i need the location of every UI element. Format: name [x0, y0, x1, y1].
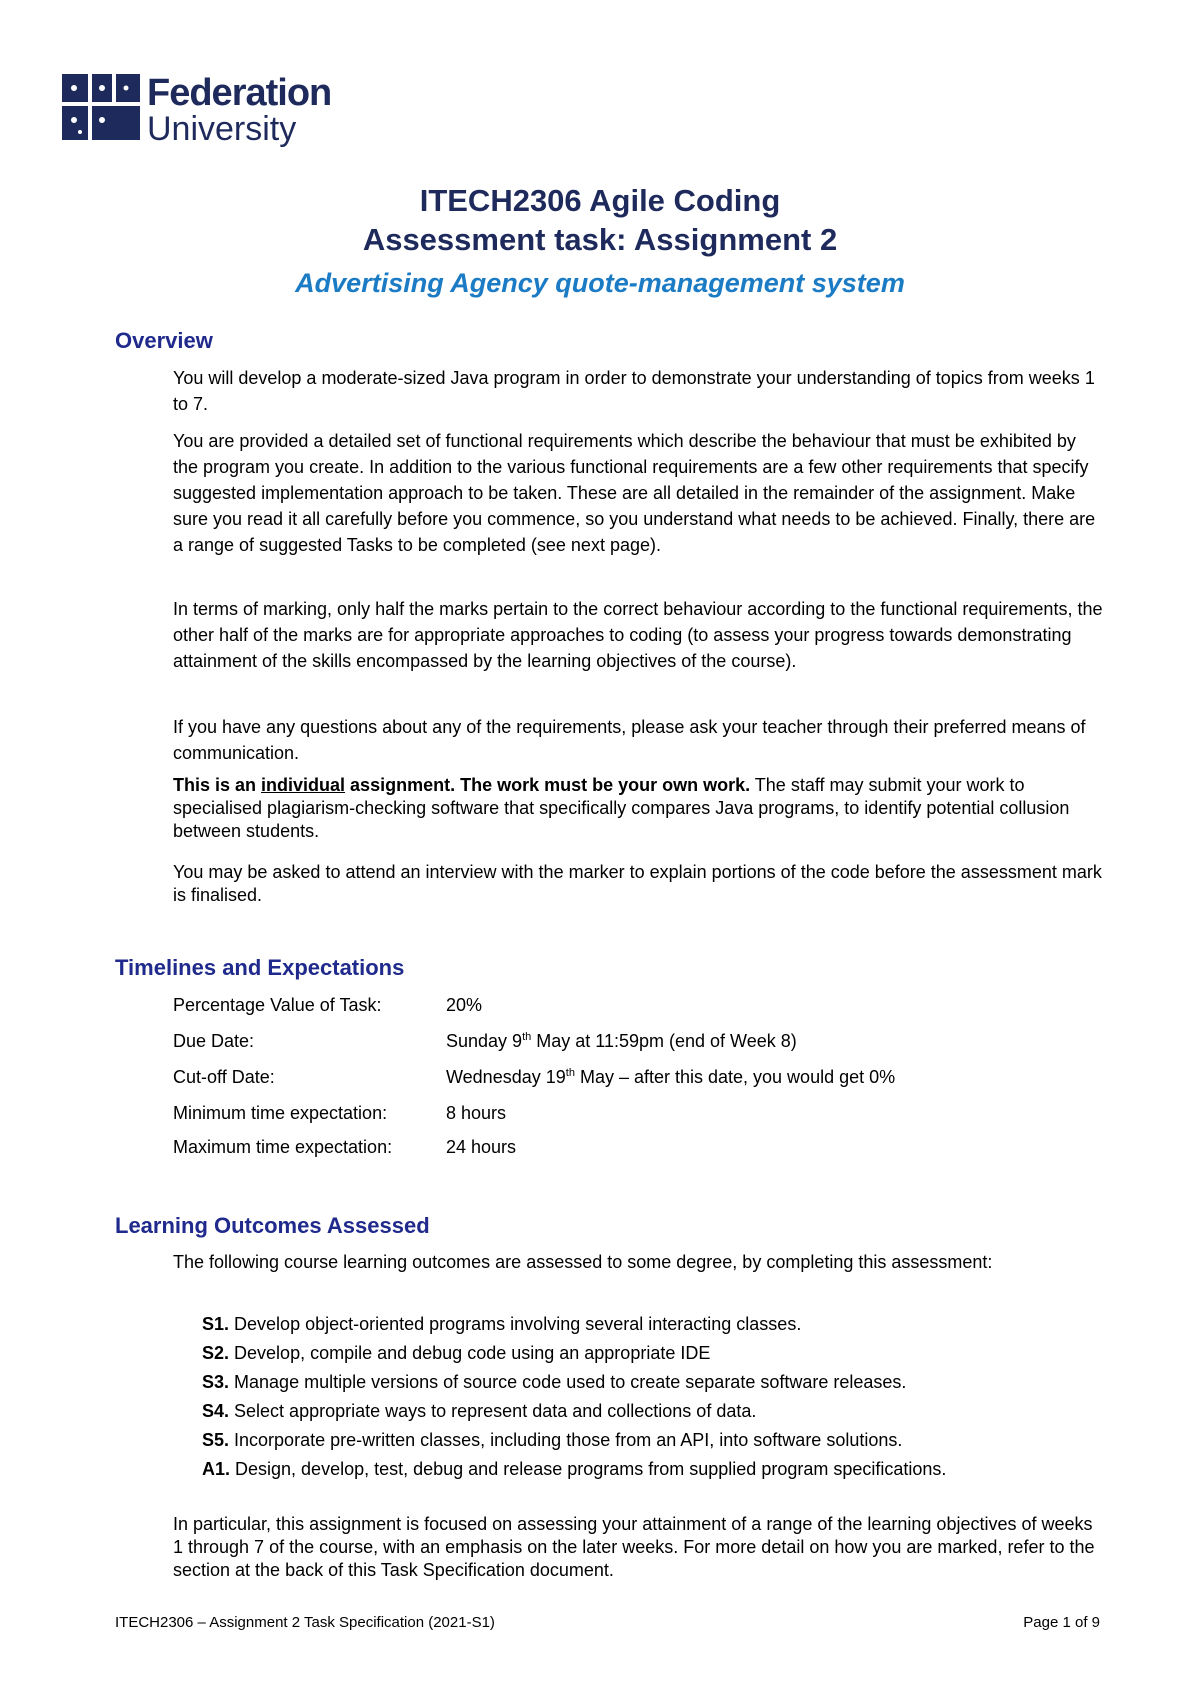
plagiarism-notice: The staff may submit your work to specialised plagiarism-checking software that specifically compares Java programs, to identify potential collusion between students.: [173, 775, 1070, 841]
logo-text-federation: Federation: [147, 72, 332, 114]
overview-heading: Overview: [115, 328, 213, 353]
timeline-label-due: Due Date:: [173, 1031, 255, 1051]
document-subtitle-assessment: Assessment task: Assignment 2: [362, 222, 838, 257]
overview-paragraph-1: You will develop a moderate-sized Java program in order to demonstrate your understanding of topics from weeks 1 to 7.: [173, 368, 1095, 414]
footer-document-title: ITECH2306 – Assignment 2 Task Specification (2021-S1): [115, 1614, 495, 1631]
timeline-label-cutoff: Cut-off Date:: [173, 1067, 275, 1087]
outcome-s3: S3. Manage multiple versions of source code used to create separate software releases.: [202, 1372, 907, 1392]
outcome-s5: S5. Incorporate pre-written classes, including those from an API, into software solutions.: [202, 1430, 903, 1450]
document-title: ITECH2306 Agile Coding: [419, 183, 781, 218]
timeline-label-percentage: Percentage Value of Task:: [173, 995, 382, 1015]
overview-paragraph-5: [173, 774, 1103, 843]
outcome-s4: S4. Select appropriate ways to represent data and collections of data.: [202, 1401, 757, 1421]
outcome-a1: A1. Design, develop, test, debug and release programs from supplied program specifications.: [202, 1459, 947, 1479]
overview-paragraph-6: You may be asked to attend an interview with the marker to explain portions of the code before the assessment mark is finalised.: [173, 862, 1102, 905]
outcome-s1: S1. Develop object-oriented programs involving several interacting classes.: [202, 1314, 802, 1334]
timeline-value-max: 24 hours: [446, 1137, 517, 1157]
logo-mark-icon: [62, 74, 140, 140]
logo-text-university: University: [147, 110, 297, 148]
timeline-value-min: 8 hours: [446, 1103, 507, 1123]
overview-paragraph-4: If you have any questions about any of the requirements, please ask your teacher through their preferred means of communication.: [173, 717, 1086, 763]
learning-outcomes-closing: In particular, this assignment is focused on assessing your attainment of a range of the learning objectives of weeks 1 through 7 of the course, with an emphasis on the later weeks. For more detail on how you are marked, refer to the section at the back of this Task Specification document.: [173, 1514, 1095, 1580]
timeline-value-percentage: 20%: [446, 995, 483, 1015]
outcome-s2: S2. Develop, compile and debug code using an appropriate IDE: [202, 1343, 711, 1363]
overview-paragraph-2: You are provided a detailed set of functional requirements which describe the behaviour that must be exhibited by the program you create. In addition to the various functional requirements are a few other requirements that specify suggested implementation approach to be taken. These are all detailed in the remainder of the assignment. Make sure you read it all carefully before you commence, so you understand what needs to be achieved. Finally, there are a range of suggested Tasks to be completed (see next page).: [173, 431, 1096, 555]
timeline-value-cutoff: Wednesday 19th May – after this date, you would get 0%: [446, 1067, 896, 1087]
project-title: Advertising Agency quote-management system: [295, 268, 905, 298]
timelines-heading: Timelines and Expectations: [115, 955, 405, 980]
overview-paragraph-3: In terms of marking, only half the marks pertain to the correct behaviour according to the functional requirements, the other half of the marks are for appropriate approaches to coding (to assess your progress towards demonstrating attainment of the skills encompassed by the learning objectives of the course).: [173, 599, 1103, 671]
timeline-label-max: Maximum time expectation:: [173, 1137, 393, 1157]
learning-outcomes-heading: Learning Outcomes Assessed: [115, 1213, 430, 1238]
university-logo: [62, 70, 342, 148]
individual-notice-underline: individual: [261, 775, 346, 795]
footer-page-number: Page 1 of 9: [1023, 1614, 1100, 1631]
individual-notice-b: assignment. The work must be your own work.: [345, 775, 751, 795]
individual-notice-a: This is an: [173, 775, 262, 795]
timeline-value-due: Sunday 9th May at 11:59pm (end of Week 8): [446, 1031, 797, 1051]
learning-outcomes-intro: The following course learning outcomes are assessed to some degree, by completing this assessment:: [173, 1252, 993, 1272]
timeline-label-min: Minimum time expectation:: [173, 1103, 388, 1123]
